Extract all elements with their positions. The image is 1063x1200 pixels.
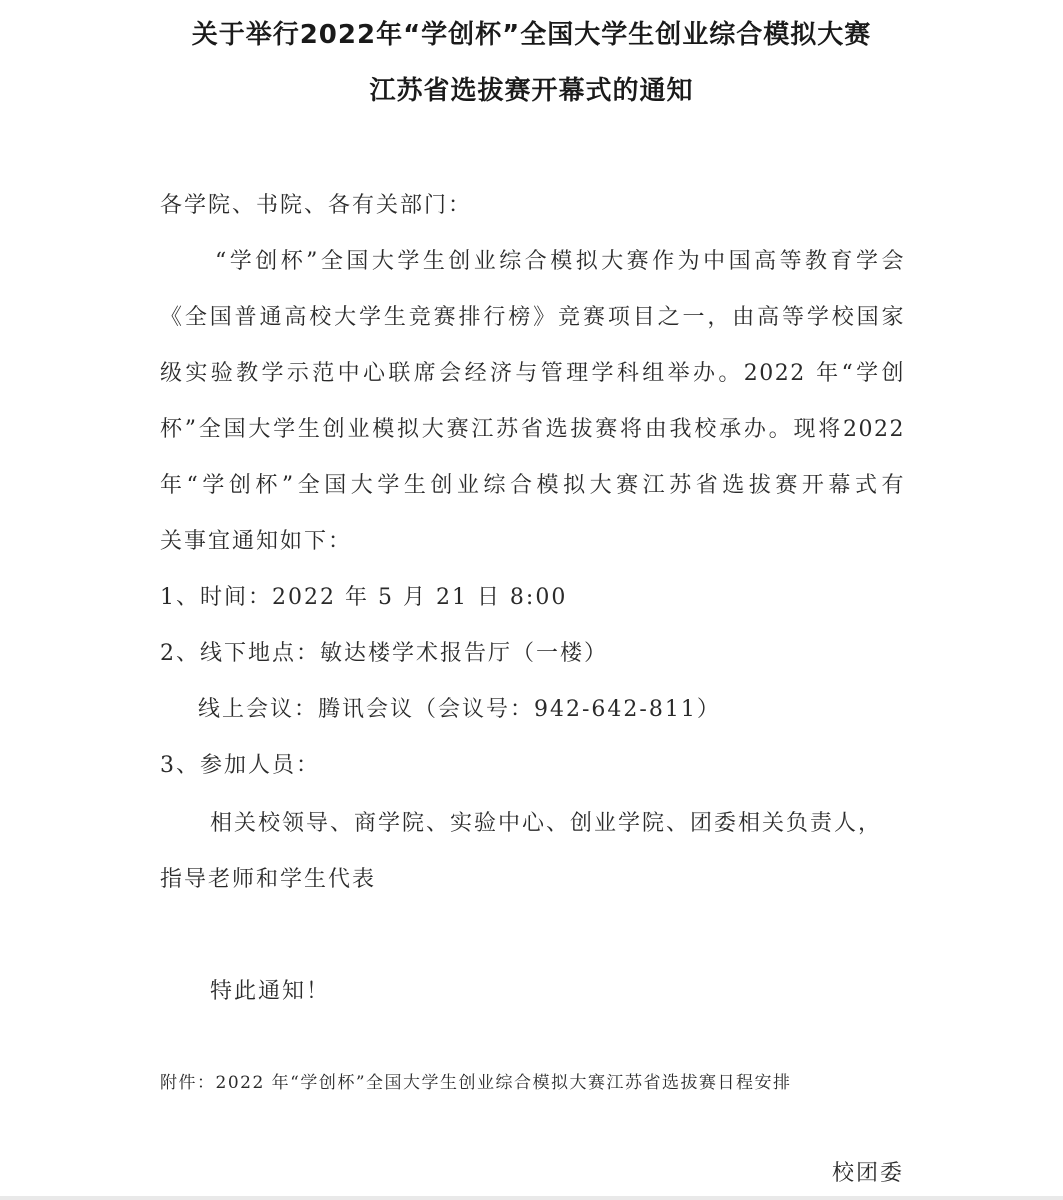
item-time: 1、时间：2022 年 5 月 21 日 8:00 — [160, 585, 568, 610]
body-line-1: “学创杯”全国大学生创业综合模拟大赛作为中国高等教育学会 — [215, 249, 905, 274]
item-online-meeting: 线上会议：腾讯会议（会议号：942-642-811） — [198, 697, 721, 722]
document-title-line-2: 江苏省选拔赛开幕式的通知 — [369, 76, 694, 106]
item-offline-location: 2、线下地点：敏达楼学术报告厅（一楼） — [160, 641, 608, 666]
body-line-4: 杯”全国大学生创业模拟大赛江苏省选拔赛将由我校承办。现将2022 — [160, 417, 905, 442]
body-line-2: 《全国普通高校大学生竞赛排行榜》竞赛项目之一，由高等学校国家 — [160, 305, 905, 330]
document-title-line-1: 关于举行2022年“学创杯”全国大学生创业综合模拟大赛 — [191, 20, 872, 50]
body-line-6: 关事宜通知如下： — [160, 529, 353, 554]
attachment-note: 附件：2022 年“学创杯”全国大学生创业综合模拟大赛江苏省选拔赛日程安排 — [160, 1073, 792, 1093]
page-bottom-edge — [0, 1196, 1063, 1200]
attendees-line-1: 相关校领导、商学院、实验中心、创业学院、团委相关负责人， — [210, 811, 883, 836]
salutation: 各学院、书院、各有关部门： — [160, 193, 473, 218]
signature: 校团委 — [832, 1161, 905, 1186]
attendees-line-2: 指导老师和学生代表 — [160, 867, 377, 892]
closing-remark: 特此通知！ — [210, 979, 331, 1004]
item-attendees-label: 3、参加人员： — [160, 753, 320, 778]
body-line-3: 级实验教学示范中心联席会经济与管理学科组举办。2022 年“学创 — [160, 361, 905, 386]
body-line-5: 年“学创杯”全国大学生创业综合模拟大赛江苏省选拔赛开幕式有 — [160, 473, 905, 498]
